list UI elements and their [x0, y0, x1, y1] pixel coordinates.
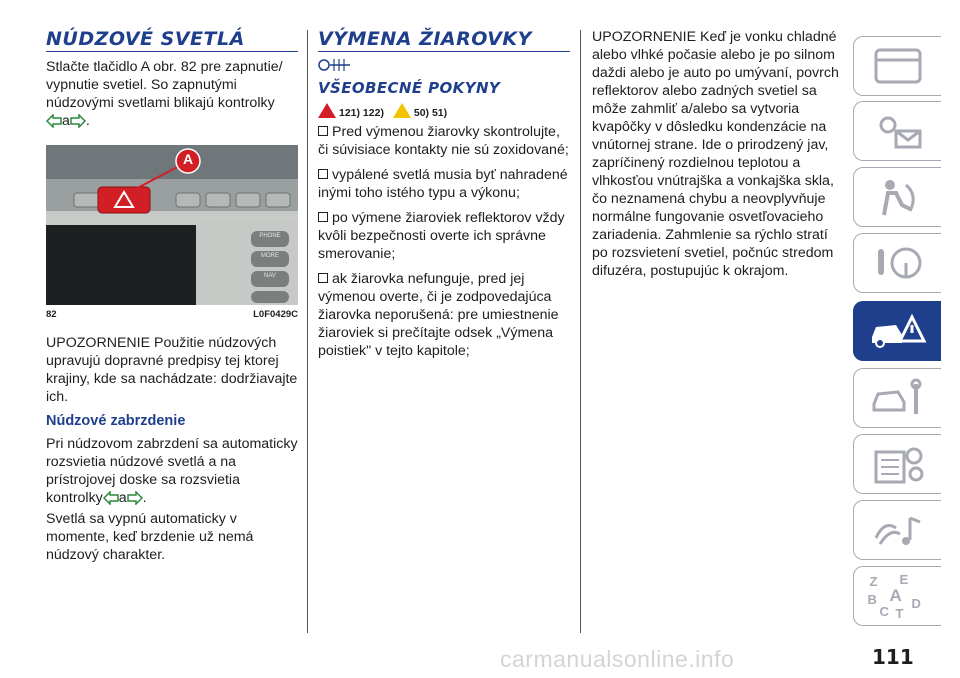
emergency-braking-paragraph: Pri núdzovom zabrzdení sa automaticky rozsvietia núdzové svetlá a na prístrojovej doske sa rozsvietia kontrolky a . Svetlá sa vypnú automaticky v momente, keď brzdenie už nemá núdzový charakter.	[46, 436, 298, 563]
figure-caption	[46, 309, 298, 320]
safety-icon	[866, 175, 930, 219]
section-heading-hazard: NÚDZOVÉ SVETLÁ	[46, 28, 298, 52]
left-turn-arrow-icon	[46, 114, 62, 133]
list-item: ak žiarovka nefunguje, pred jej výmenou overte, či je zodpovedajúca žiarovka neporušená: pre umiestnenie žiaroviek si prečítajte odsek „Výmena poistiek" v tejto kapitole;	[318, 271, 559, 359]
phone-button-label: PHONE	[259, 233, 281, 239]
column-divider	[580, 30, 581, 633]
emergency-braking-heading: Núdzové zabrzdenie	[46, 413, 186, 429]
list-item: Pred výmenou žiarovky skontrolujte, či súvisiace kontakty nie sú zoxidované;	[318, 124, 569, 158]
dashboard-lights-icon	[866, 109, 930, 153]
technical-data-icon	[866, 442, 930, 486]
callout-label-a: A	[182, 151, 194, 167]
maintenance-icon	[866, 376, 930, 420]
column-emergency-lights	[46, 28, 298, 571]
dashboard-illustration	[46, 145, 298, 305]
hazard-button-photo	[46, 145, 298, 305]
watermark-text: carmanualsonline.info	[500, 646, 735, 672]
right-turn-arrow-icon	[127, 491, 143, 510]
reference-line: 121) 122) 50) 51)	[318, 103, 570, 119]
bulb-icon	[318, 56, 570, 77]
sidebar-tab-safety[interactable]	[853, 167, 941, 227]
checkbox-bullet-icon	[318, 273, 328, 283]
general-instructions-heading: VŠEOBECNÉ POKYNY	[318, 79, 501, 97]
column-bulb-replacement	[318, 28, 570, 367]
column-divider	[307, 30, 308, 633]
sidebar-tab-dashboard-lights[interactable]	[853, 101, 941, 161]
sidebar-tab-index[interactable]	[853, 566, 941, 626]
figure-number: 82	[46, 309, 57, 320]
intro-paragraph: Stlačte tlačidlo A obr. 82 pre zapnutie/ vypnutie svetiel. So zapnutými núdzovými svetlami blikajú kontrolky a .	[46, 58, 298, 133]
warning-red-icon	[318, 103, 336, 118]
checkbox-bullet-icon	[318, 169, 328, 179]
page-number: 111	[872, 645, 914, 669]
starting-driving-icon	[866, 241, 930, 285]
index-icon: Z E B A D C T	[867, 572, 921, 621]
section-heading-bulb: VÝMENA ŽIAROVKY	[318, 28, 570, 52]
sidebar-tab-emergency[interactable]	[853, 301, 941, 361]
sidebar-tab-multimedia[interactable]	[853, 500, 941, 560]
condensation-warning-paragraph: UPOZORNENIE Keď je vonku chladné alebo vlhké počasie alebo je po silnom daždi alebo je auto po umývaní, povrch reflektorov alebo zadných svetiel sa môže zahmliť a/alebo sa vytvoria kvapôčky v dôsledku kondenzácie na vnútornej strane. Ide o prirodzený jav, zapríčinený rozdielnou teplotou a vlhkosťou vnútrajška a vonkajška skla, čo neznamená chybu a neovplyvňuje normálne fungovanie osvetľovacieho zariadenia. Zahmlenie sa rýchlo stratí po rozsvietení svetiel, počnúc stredom difuzéra, postupujúc k okrajom.	[592, 29, 839, 279]
sidebar-tab-maintenance[interactable]	[853, 368, 941, 428]
right-turn-arrow-icon	[70, 114, 86, 133]
more-button-label: MORE	[261, 253, 279, 259]
warning-paragraph-hazard: UPOZORNENIE Použitie núdzových upravujú dopravné predpisy tej ktorej krajiny, kde sa nachádzate: dodržiavajte ich.	[46, 335, 298, 405]
checkbox-bullet-icon	[318, 126, 328, 136]
list-item: vypálené svetlá musia byť nahradené inými toho istého typu a výkonu;	[318, 167, 568, 201]
emergency-icon	[866, 309, 930, 353]
column-condensation-note	[592, 28, 844, 287]
left-turn-arrow-icon	[103, 491, 119, 510]
checkbox-bullet-icon	[318, 212, 328, 222]
nav-button-label: NAV	[264, 273, 276, 279]
list-item: po výmene žiaroviek reflektorov vždy kvôli bezpečnosti overte ich správne smerovanie;	[318, 210, 565, 262]
sidebar-tab-starting-driving[interactable]	[853, 233, 941, 293]
figure-code: L0F0429C	[253, 309, 298, 320]
multimedia-icon	[866, 508, 930, 552]
sidebar-tab-technical-data[interactable]	[853, 434, 941, 494]
car-info-icon	[866, 44, 930, 88]
sidebar-tab-car-info[interactable]	[853, 36, 941, 96]
warning-yellow-icon	[393, 103, 411, 118]
